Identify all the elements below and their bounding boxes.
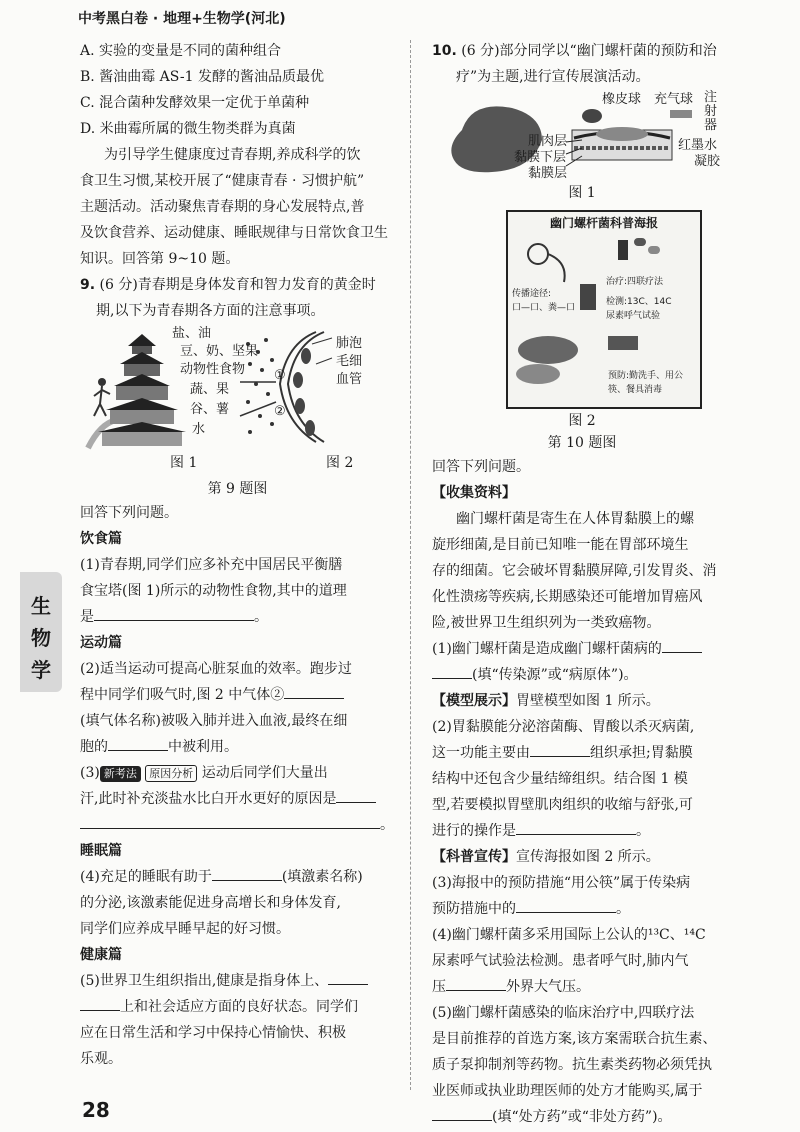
- left-column: [80, 38, 395, 1072]
- pagoda-label-veg-fruit: 蔬、果: [190, 382, 230, 397]
- q5-line: 是目前推荐的首选方案,该方案需联合抗生素、: [432, 1031, 717, 1047]
- q1-line: (填“传染源”或“病原体”)。: [432, 662, 732, 688]
- q2-line: 胞的 中被利用。: [80, 734, 395, 760]
- model-label-muscle: 肌肉层: [528, 134, 568, 149]
- header-title: 中考黑白卷 · 地理+生物学(河北): [78, 11, 286, 27]
- q3-line: 汗,此时补充淡盐水比白开水更好的原因是: [80, 786, 395, 812]
- subject-side-tab: [20, 572, 62, 692]
- collect-line: 旋形细菌,是目前已知唯一能在胃部环境生: [432, 537, 689, 553]
- answer-blank[interactable]: [80, 812, 380, 829]
- model-label-syringe: 注: [704, 90, 718, 105]
- answer-blank[interactable]: [212, 864, 282, 881]
- q3-line: (3) 新考法 原因分析 运动后同学们大量出: [80, 765, 328, 781]
- answer-blank[interactable]: [108, 734, 168, 751]
- figure-caption: 图 1: [568, 185, 596, 201]
- q2-line: 结构中还包含少量结缔组织。结合图 1 模: [432, 771, 688, 787]
- question-number: 10.: [432, 43, 457, 59]
- gas-mark-2: ②: [274, 404, 286, 419]
- intro-line: 主题活动。活动聚焦青春期的身心发展特点,普: [80, 199, 365, 215]
- question-9-stem: [80, 272, 395, 298]
- model-label-submucosa: 黏膜下层: [514, 150, 567, 165]
- collect-line: 化性溃疡等疾病,长期感染还可能增加胃癌风: [432, 589, 703, 605]
- poster-text: 口—口、粪—口: [512, 303, 576, 313]
- q4-line: 的分泌,该激素能促进身高增长和身体发育,: [80, 895, 341, 911]
- pagoda-label-water: 水: [192, 422, 206, 437]
- section-model: 【模型展示】胃壁模型如图 1 所示。: [432, 693, 660, 709]
- poster-text: 预防:勤洗手、用公: [608, 371, 684, 381]
- question-text: 疗”为主题,进行宣传展演活动。: [456, 69, 650, 85]
- answer-blank[interactable]: [432, 1104, 492, 1121]
- answer-blank[interactable]: [432, 662, 472, 679]
- figure-caption: 图 2: [326, 455, 354, 471]
- capillary-label: 毛细: [336, 354, 363, 369]
- option-c: C. 混合菌种发酵效果一定优于单菌种: [80, 95, 310, 111]
- q2-line: 进行的操作是 。: [432, 818, 732, 844]
- model-label-mucosa: 黏膜层: [528, 166, 568, 181]
- pagoda-label-animal-food: 动物性食物: [180, 362, 246, 377]
- section-sleep: 睡眠篇: [80, 843, 122, 859]
- section-promo: 【科普宣传】宣传海报如图 2 所示。: [432, 849, 660, 865]
- poster-text: 治疗:四联疗法: [606, 277, 664, 287]
- model-label-gel: 凝胶: [694, 154, 721, 169]
- collect-line: 存的细菌。它会破坏胃黏膜屏障,引发胃炎、消: [432, 563, 717, 579]
- pagoda-label-salt-oil: 盐、油: [172, 326, 212, 341]
- q2-line: 这一功能主要由 组织承担;胃黏膜: [432, 740, 732, 766]
- q5-line: 上和社会适应方面的良好状态。同学们: [80, 994, 395, 1020]
- collect-line: 险,被世界卫生组织列为一类致癌物。: [432, 615, 661, 631]
- q4-line: 同学们应养成早睡早起的好习惯。: [80, 921, 290, 937]
- side-tab-char: 生: [31, 594, 51, 618]
- q4-line: (4)幽门螺杆菌多采用国际上公认的¹³C、¹⁴C: [432, 927, 706, 943]
- alveolus-label: 肺泡: [336, 336, 363, 351]
- poster-text: 检测:13C、14C: [606, 297, 672, 307]
- intro-line: 知识。回答第 9~10 题。: [80, 251, 240, 267]
- poster-text: 尿素呼气试验: [606, 311, 661, 321]
- q2-line: 程中同学们吸气时,图 2 中气体②: [80, 682, 395, 708]
- column-divider: [410, 40, 411, 1090]
- reason-analysis-tag: 原因分析: [145, 765, 197, 782]
- figure-caption: 图 2: [568, 413, 596, 429]
- q3-line: (3)海报中的预防措施“用公筷”属于传染病: [432, 875, 691, 891]
- answer-prompt: 回答下列问题。: [80, 505, 178, 521]
- science-poster: [506, 210, 702, 409]
- figure-group-caption: 第 9 题图: [207, 481, 268, 497]
- section-diet: 饮食篇: [80, 531, 122, 547]
- section-sport: 运动篇: [80, 635, 122, 651]
- answer-blank[interactable]: [530, 740, 590, 757]
- question-text: 期,以下为青春期各方面的注意事项。: [96, 303, 325, 319]
- question-text: (6 分)青春期是身体发育和智力发育的黄金时: [99, 277, 376, 293]
- q1-line: 是 。: [80, 604, 395, 630]
- model-label-balloon: 充气球: [654, 92, 694, 107]
- model-label-rubber-ball: 橡皮球: [602, 92, 642, 107]
- q9-figures: [80, 324, 395, 452]
- answer-blank[interactable]: [284, 682, 344, 699]
- q2-line: 型,若要模拟胃壁肌肉组织的收缩与舒张,可: [432, 797, 693, 813]
- intro-line: 为引导学生健康度过青春期,养成科学的饮: [104, 147, 361, 163]
- q1-line: (1)青春期,同学们应多补充中国居民平衡膳: [80, 557, 343, 573]
- option-b: B. 酱油曲霉 AS-1 发酵的酱油品质最优: [80, 69, 324, 85]
- q5-line: (5)幽门螺杆菌感染的临床治疗中,四联疗法: [432, 1005, 695, 1021]
- pagoda-label-dairy: 豆、奶、坚果: [180, 344, 259, 359]
- side-tab-char: 物: [31, 626, 51, 650]
- q4-line: 尿素呼气试验法检测。患者呼气时,肺内气: [432, 953, 689, 969]
- q3-line: 预防措施中的 。: [432, 896, 732, 922]
- q2-line: (填气体名称)被吸入肺并进入血液,最终在细: [80, 713, 348, 729]
- q5-line: 应在日常生活和学习中保持心情愉快、积极: [80, 1025, 346, 1041]
- intro-line: 及饮食营养、运动健康、睡眠规律与日常饮食卫生: [80, 225, 388, 241]
- q2-line: (2)胃黏膜能分泌溶菌酶、胃酸以杀灭病菌,: [432, 719, 695, 735]
- model-label-red-ink: 红墨水: [678, 138, 718, 153]
- poster-title: 幽门螺杆菌科普海报: [549, 216, 658, 230]
- poster-text: 筷、餐具消毒: [608, 385, 663, 395]
- q5-line: (5)世界卫生组织指出,健康是指身体上、: [80, 968, 395, 994]
- q4-line: 压 外界大气压。: [432, 974, 732, 1000]
- model-label-syringe: 器: [704, 118, 718, 133]
- question-10-stem: [432, 38, 732, 64]
- question-text: (6 分)部分同学以“幽门螺杆菌的预防和治: [461, 43, 717, 59]
- intro-line: 食卫生习惯,某校开展了“健康青春 · 习惯护航”: [80, 173, 365, 189]
- answer-blank[interactable]: [446, 974, 506, 991]
- right-column: [432, 38, 732, 1130]
- model-label-syringe: 射: [704, 104, 718, 119]
- q1-line: (1)幽门螺杆菌是造成幽门螺杆菌病的: [432, 636, 732, 662]
- collect-line: 幽门螺杆菌是寄生在人体胃黏膜上的螺: [456, 511, 694, 527]
- poster-text: 传播途径:: [512, 289, 552, 299]
- answer-prompt: 回答下列问题。: [432, 459, 530, 475]
- q5-line: 乐观。: [80, 1051, 122, 1067]
- stomach-wall-model-figure: [432, 90, 732, 182]
- figure-caption: 图 1: [170, 455, 198, 471]
- q5-line: 业医师或执业助理医师的处方才能购买,属于: [432, 1083, 703, 1099]
- answer-blank[interactable]: [94, 604, 254, 621]
- figure-group-caption: 第 10 题图: [547, 435, 617, 451]
- new-method-tag: 新考法: [100, 766, 141, 782]
- question-number: 9.: [80, 277, 96, 293]
- answer-blank[interactable]: [516, 818, 636, 835]
- answer-blank[interactable]: [662, 636, 702, 653]
- side-tab-char: 学: [31, 658, 51, 682]
- q5-line: 质子泵抑制剂等药物。抗生素类药物必须凭执: [432, 1057, 712, 1073]
- answer-blank[interactable]: [80, 994, 120, 1011]
- option-a: A. 实验的变量是不同的菌种组合: [80, 43, 282, 59]
- gas-mark-1: ①: [274, 368, 286, 383]
- answer-blank[interactable]: [328, 968, 368, 985]
- section-health: 健康篇: [80, 947, 122, 963]
- q3-line: 。: [80, 812, 395, 838]
- q4-line: (4)充足的睡眠有助于 (填激素名称): [80, 864, 395, 890]
- section-collect: 【收集资料】: [432, 485, 516, 501]
- pagoda-label-grain: 谷、薯: [190, 402, 230, 417]
- q1-line: 食宝塔(图 1)所示的动物性食物,其中的道理: [80, 583, 347, 599]
- page-number: 28: [82, 1098, 110, 1122]
- poster-figure: [432, 204, 732, 410]
- answer-blank[interactable]: [336, 786, 376, 803]
- capillary-label: 血管: [336, 372, 363, 387]
- q2-line: (2)适当运动可提高心脏泵血的效率。跑步过: [80, 661, 352, 677]
- answer-blank[interactable]: [516, 896, 616, 913]
- q5-line: (填“处方药”或“非处方药”)。: [432, 1104, 732, 1130]
- food-pagoda-and-alveoli-illustration: [80, 324, 380, 450]
- option-d: D. 米曲霉所属的微生物类群为真菌: [80, 121, 296, 137]
